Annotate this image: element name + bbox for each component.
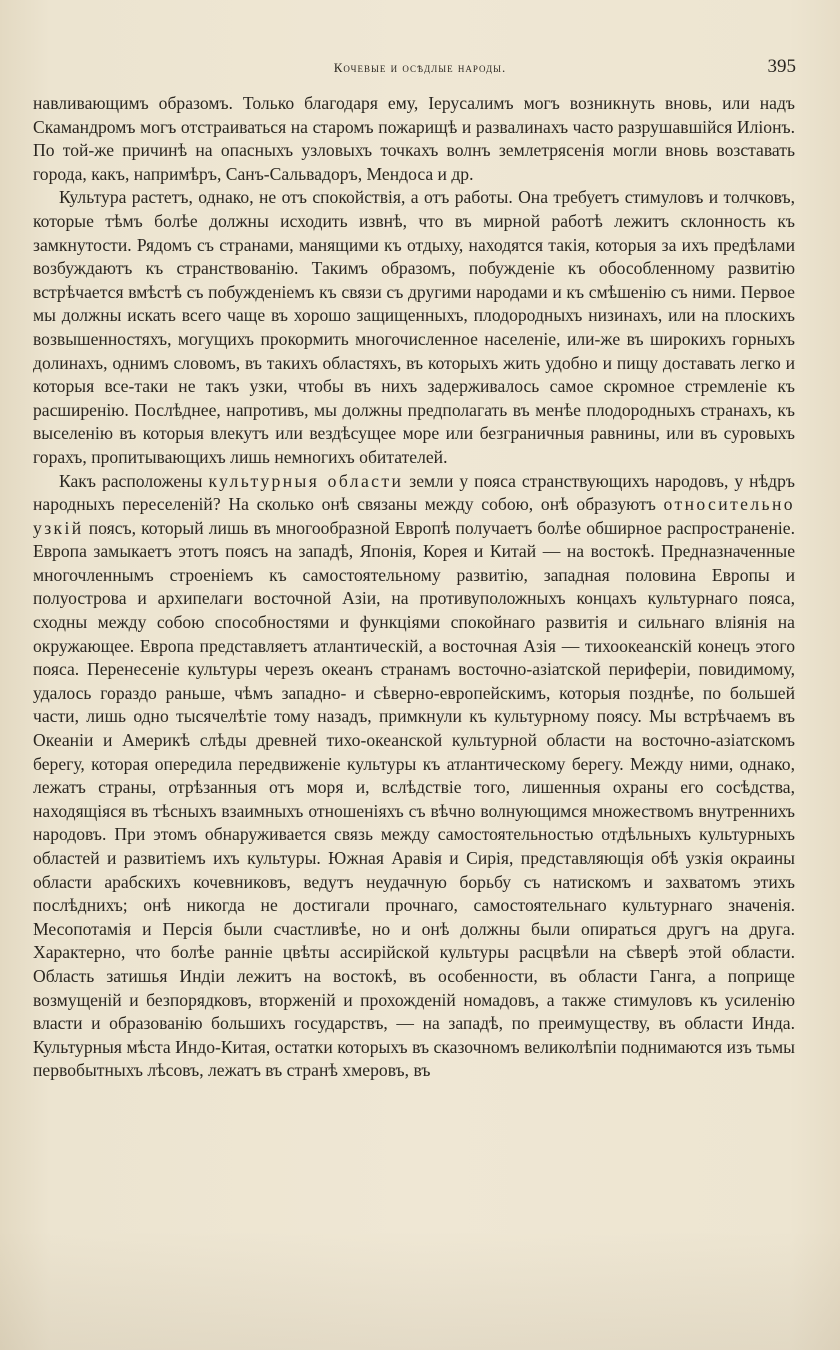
paragraph-2: Культура растетъ, однако, не отъ спокойствія, а отъ работы. Она требуетъ стимуловъ и толчковъ, которые тѣмъ болѣе должны исходить извнѣ, что въ мирной работѣ лежитъ склонность къ замкнутости. Рядомъ съ странами, манящими къ отдыху, находятся такія, которыя за ихъ предѣлами возбуждаютъ къ странствованію. Такимъ образомъ, побужденіе къ обособленному развитію встрѣчается вмѣстѣ съ побужденіемъ къ связи съ другими народами и къ смѣшенію съ ними. Первое мы должны искать всего чаще въ хорошо защищенныхъ, плодородныхъ низинахъ, или на плоскихъ возвышенностяхъ, могущихъ прокормить многочисленное населеніе, или-же въ широкихъ горныхъ долинахъ, однимъ словомъ, въ такихъ областяхъ, въ которыхъ жить удобно и пищу доставать легко и которыя все-таки не такъ узки, чтобы въ нихъ задерживалось самое скромное стремленіе къ расширенію. Послѣднее, напротивъ, мы должны предполагать въ менѣе плодородныхъ странахъ, къ выселенію въ которыя влекутъ или вездѣсущее море или безграничныя равнины, или въ суровыхъ горахъ, пропитывающихъ лишь немногихъ обитателей.	[33, 187, 795, 467]
paragraph-3	[33, 470, 795, 1083]
page-shading	[0, 1230, 840, 1350]
paragraph-3-text: поясъ, который лишь въ многообразной Европѣ получаетъ болѣе обширное распространеніе. Европа замыкаетъ этотъ поясъ на западѣ, Японія, Корея и Китай — на востокѣ. Предназначенные многочленнымъ строеніемъ къ самостоятельному развитію, западная половина Европы и полуострова и архипелаги восточной Азіи, на противуположныхъ концахъ культурнаго пояса, сходны между собою способностями и функціями спокойнаго развитія и сильнаго вліянія на окружающее. Европа представляетъ атлантическій, а восточная Азія — тихоокеанскій конецъ этого пояса. Перенесеніе культуры черезъ океанъ странамъ восточно-азіатской периферіи, повидимому, удалось гораздо раньше, чѣмъ западно- и сѣверно-европейскимъ, которыя позднѣе, по большей части, лишь одно тысячелѣтіе тому назадъ, примкнули къ культурному поясу. Мы встрѣчаемъ въ Океаніи и Америкѣ слѣды древней тихо-океанской культурной области на восточно-азіатскомъ берегу, которая опередила передвиженіе культуры къ атлантическому берегу. Между ними, однако, лежатъ страны, отрѣзанныя отъ моря и, вслѣдствіе того, лишенныя охраны его сосѣдства, находящіяся въ тѣсныхъ взаимныхъ отношеніяхъ съ вѣчно волнующимся множествомъ внутреннихъ народовъ. При этомъ обнаруживается связь между самостоятельностью отдѣльныхъ культурныхъ областей и развитіемъ ихъ культуры. Южная Аравія и Сирія, представляющія обѣ узкія окраины области арабскихъ кочевниковъ, ведутъ неудачную борьбу съ натискомъ и захватомъ этихъ послѣднихъ; онѣ никогда не достигали прочнаго, самостоятельнаго культурнаго значенія. Месопотамія и Персія были счастливѣе, но и онѣ должны были опираться другъ на друга. Характерно, что болѣе ранніе цвѣты ассирійской культуры расцвѣли на сѣверѣ этой области. Область затишья Индіи лежитъ на востокѣ, въ особенности, въ области Ганга, а поприще возмущеній и безпорядковъ, вторженій и прохожденій номадовъ, а также стимуловъ къ усиленію власти и образованію большихъ государствъ, — на западѣ, по преимуществу, въ области Инда. Культурныя мѣста Индо-Китая, остатки которыхъ въ сказочномъ великолѣпіи поднимаются изъ тьмы первобытныхъ лѣсовъ, лежатъ въ странѣ хмеровъ, въ	[33, 517, 795, 1081]
running-title: Кочевые и осѣдлые народы.	[333, 60, 507, 75]
paragraph-1: навливающимъ образомъ. Только благодаря ему, Іерусалимъ могъ возникнуть вновь, или надъ Скамандромъ могъ отстраиваться на старомъ пожарищѣ и развалинахъ часто разрушавшійся Иліонъ. По той-же причинѣ на опасныхъ узловыхъ точкахъ волнъ землетрясенія могли вновь возставать города, какъ, напримѣръ, Санъ-Сальвадоръ, Мендоса и др.	[33, 93, 795, 184]
body-text	[33, 92, 795, 1083]
paragraph-3-text: Какъ расположены	[59, 470, 209, 491]
paragraph-3-text: земли у пояса странствующихъ народовъ, у нѣдръ народныхъ переселеній? На сколько онѣ связаны между собою, онѣ образуютъ	[33, 470, 795, 515]
spaced-emphasis: относительно узкій	[33, 494, 795, 538]
spaced-emphasis: культурныя области	[208, 470, 404, 491]
page-number: 395	[767, 56, 796, 77]
page-header	[0, 56, 840, 86]
